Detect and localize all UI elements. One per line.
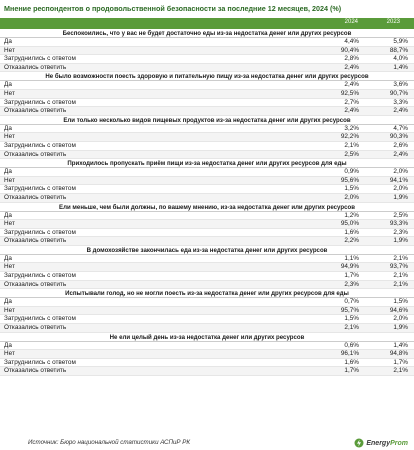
- answer-label: Затруднились с ответом: [4, 272, 76, 280]
- answer-label: Нет: [4, 220, 15, 228]
- value-2023: 94,8%: [389, 350, 408, 358]
- value-2024: 2,3%: [344, 280, 359, 288]
- table-row: [0, 107, 414, 116]
- value-2024: 2,4%: [344, 107, 359, 115]
- answer-label: Да: [4, 254, 12, 262]
- table-row: [0, 90, 414, 99]
- table-row: [0, 38, 414, 47]
- answer-label: Да: [4, 168, 12, 176]
- answer-label: Отказались ответить: [4, 324, 67, 332]
- answer-label: Отказались ответить: [4, 150, 67, 158]
- value-2023: 93,7%: [389, 263, 408, 271]
- value-2023: 3,3%: [393, 98, 408, 106]
- table-row: [0, 151, 414, 160]
- footer: [0, 436, 414, 450]
- value-2024: 96,1%: [340, 350, 359, 358]
- answer-label: Затруднились с ответом: [4, 98, 76, 106]
- value-2024: 2,4%: [344, 81, 359, 89]
- table-row: [0, 212, 414, 221]
- source-note: Источник: Бюро национальной статистики АСПиР РК: [28, 439, 191, 446]
- question-header: Беспокоились, что у вас не будет достаточно еды из-за недостатка денег или других ресурсов: [0, 29, 414, 38]
- value-2024: 92,5%: [340, 89, 359, 97]
- answer-label: Затруднились с ответом: [4, 55, 76, 63]
- value-2024: 0,7%: [344, 298, 359, 306]
- value-2023: 2,0%: [393, 168, 408, 176]
- value-2023: 1,7%: [393, 358, 408, 366]
- value-2024: 90,4%: [340, 46, 359, 54]
- table-row: [0, 220, 414, 229]
- value-2023: 94,6%: [389, 306, 408, 314]
- year-2024-label: 2024: [344, 19, 358, 25]
- answer-label: Затруднились с ответом: [4, 228, 76, 236]
- question-header: Не было возможности поесть здоровую и питательную пищу из-за недостатка денег или других ресурсов: [0, 72, 414, 81]
- value-2024: 1,7%: [344, 272, 359, 280]
- answer-label: Затруднились с ответом: [4, 141, 76, 149]
- answer-label: Затруднились с ответом: [4, 185, 76, 193]
- value-2024: 2,1%: [344, 141, 359, 149]
- answer-label: Нет: [4, 46, 15, 54]
- value-2023: 4,7%: [393, 124, 408, 132]
- value-2023: 2,1%: [393, 280, 408, 288]
- table-row: [0, 359, 414, 368]
- table-row: [0, 99, 414, 108]
- table-row: [0, 255, 414, 264]
- value-2024: 94,9%: [340, 263, 359, 271]
- page-title: Мнение респондентов о продовольственной безопасности за последние 12 месяцев, 2024 (%): [0, 0, 414, 18]
- table-row: [0, 324, 414, 333]
- answer-label: Нет: [4, 350, 15, 358]
- value-2023: 1,4%: [393, 63, 408, 71]
- value-2024: 1,5%: [344, 185, 359, 193]
- value-2023: 1,9%: [393, 193, 408, 201]
- table-row: [0, 367, 414, 376]
- value-2023: 2,5%: [393, 211, 408, 219]
- answer-label: Затруднились с ответом: [4, 358, 76, 366]
- question-header: Ели только несколько видов пищевых продуктов из-за недостатка денег или других ресурсов: [0, 116, 414, 125]
- table-row: [0, 133, 414, 142]
- value-2024: 3,2%: [344, 124, 359, 132]
- value-2024: 95,7%: [340, 306, 359, 314]
- table-row: [0, 194, 414, 203]
- survey-table: [0, 29, 414, 376]
- value-2024: 2,4%: [344, 63, 359, 71]
- table-row: [0, 237, 414, 246]
- table-row: [0, 81, 414, 90]
- value-2023: 2,4%: [393, 107, 408, 115]
- value-2023: 4,0%: [393, 55, 408, 63]
- value-2024: 0,9%: [344, 168, 359, 176]
- table-row: [0, 342, 414, 351]
- value-2024: 95,6%: [340, 176, 359, 184]
- answer-label: Отказались ответить: [4, 63, 67, 71]
- value-2024: 92,2%: [340, 133, 359, 141]
- table-row: [0, 177, 414, 186]
- answer-label: Да: [4, 124, 12, 132]
- answer-label: Отказались ответить: [4, 280, 67, 288]
- logo-text: EnergyProm: [366, 439, 408, 447]
- value-2023: 2,1%: [393, 272, 408, 280]
- value-2023: 2,1%: [393, 254, 408, 262]
- answer-label: Нет: [4, 263, 15, 271]
- answer-label: Нет: [4, 306, 15, 314]
- value-2024: 2,7%: [344, 98, 359, 106]
- value-2023: 90,7%: [389, 89, 408, 97]
- value-2024: 1,2%: [344, 211, 359, 219]
- question-header: Ели меньше, чем были должны, по вашему мнению, из-за недостатка денег или других ресурсов: [0, 203, 414, 212]
- value-2023: 88,7%: [389, 46, 408, 54]
- answer-label: Отказались ответить: [4, 107, 67, 115]
- value-2023: 93,3%: [389, 220, 408, 228]
- value-2023: 5,9%: [393, 38, 408, 45]
- table-row: [0, 142, 414, 151]
- table-row: [0, 229, 414, 238]
- value-2023: 2,4%: [393, 150, 408, 158]
- table-row: [0, 185, 414, 194]
- question-header: В домохозяйстве закончилась еда из-за недостатка денег или других ресурсов: [0, 246, 414, 255]
- value-2024: 1,6%: [344, 228, 359, 236]
- value-2024: 1,5%: [344, 315, 359, 323]
- energyprom-logo: [354, 438, 408, 448]
- answer-label: Да: [4, 298, 12, 306]
- value-2024: 2,2%: [344, 237, 359, 245]
- value-2024: 1,6%: [344, 358, 359, 366]
- answer-label: Нет: [4, 133, 15, 141]
- table-row: [0, 272, 414, 281]
- answer-label: Да: [4, 81, 12, 89]
- value-2024: 4,4%: [344, 38, 359, 45]
- question-header: Не ели целый день из-за недостатка денег или других ресурсов: [0, 333, 414, 342]
- value-2023: 1,9%: [393, 237, 408, 245]
- value-2024: 0,6%: [344, 341, 359, 349]
- question-header: Испытывали голод, но не могли поесть из-за недостатка денег или других ресурсов для еды: [0, 289, 414, 298]
- value-2024: 2,0%: [344, 193, 359, 201]
- answer-label: Нет: [4, 176, 15, 184]
- value-2023: 1,4%: [393, 341, 408, 349]
- value-2023: 2,0%: [393, 315, 408, 323]
- answer-label: Нет: [4, 89, 15, 97]
- value-2023: 1,5%: [393, 298, 408, 306]
- answer-label: Да: [4, 341, 12, 349]
- value-2024: 1,7%: [344, 367, 359, 375]
- answer-label: Отказались ответить: [4, 193, 67, 201]
- value-2024: 2,5%: [344, 150, 359, 158]
- value-2023: 3,6%: [393, 81, 408, 89]
- value-2024: 95,0%: [340, 220, 359, 228]
- value-2024: 2,1%: [344, 324, 359, 332]
- value-2023: 2,3%: [393, 228, 408, 236]
- value-2023: 2,0%: [393, 185, 408, 193]
- answer-label: Да: [4, 38, 12, 45]
- answer-label: Затруднились с ответом: [4, 315, 76, 323]
- table-row: [0, 315, 414, 324]
- value-2023: 2,1%: [393, 367, 408, 375]
- table-row: [0, 263, 414, 272]
- answer-label: Отказались ответить: [4, 237, 67, 245]
- table-row: [0, 298, 414, 307]
- value-2024: 2,8%: [344, 55, 359, 63]
- table-row: [0, 55, 414, 64]
- value-2024: 1,1%: [344, 254, 359, 262]
- value-2023: 94,1%: [389, 176, 408, 184]
- table-row: [0, 350, 414, 359]
- value-2023: 1,9%: [393, 324, 408, 332]
- year-header: [0, 18, 414, 29]
- value-2023: 2,6%: [393, 141, 408, 149]
- question-header: Приходилось пропускать приём пищи из-за недостатка денег или других ресурсов для еды: [0, 159, 414, 168]
- table-row: [0, 125, 414, 134]
- answer-label: Да: [4, 211, 12, 219]
- table-row: [0, 168, 414, 177]
- value-2023: 90,3%: [389, 133, 408, 141]
- year-2023-label: 2023: [386, 19, 400, 25]
- energyprom-logo-icon: [354, 438, 364, 448]
- table-row: [0, 64, 414, 73]
- table-row: [0, 281, 414, 290]
- table-row: [0, 47, 414, 56]
- answer-label: Отказались ответить: [4, 367, 67, 375]
- table-row: [0, 307, 414, 316]
